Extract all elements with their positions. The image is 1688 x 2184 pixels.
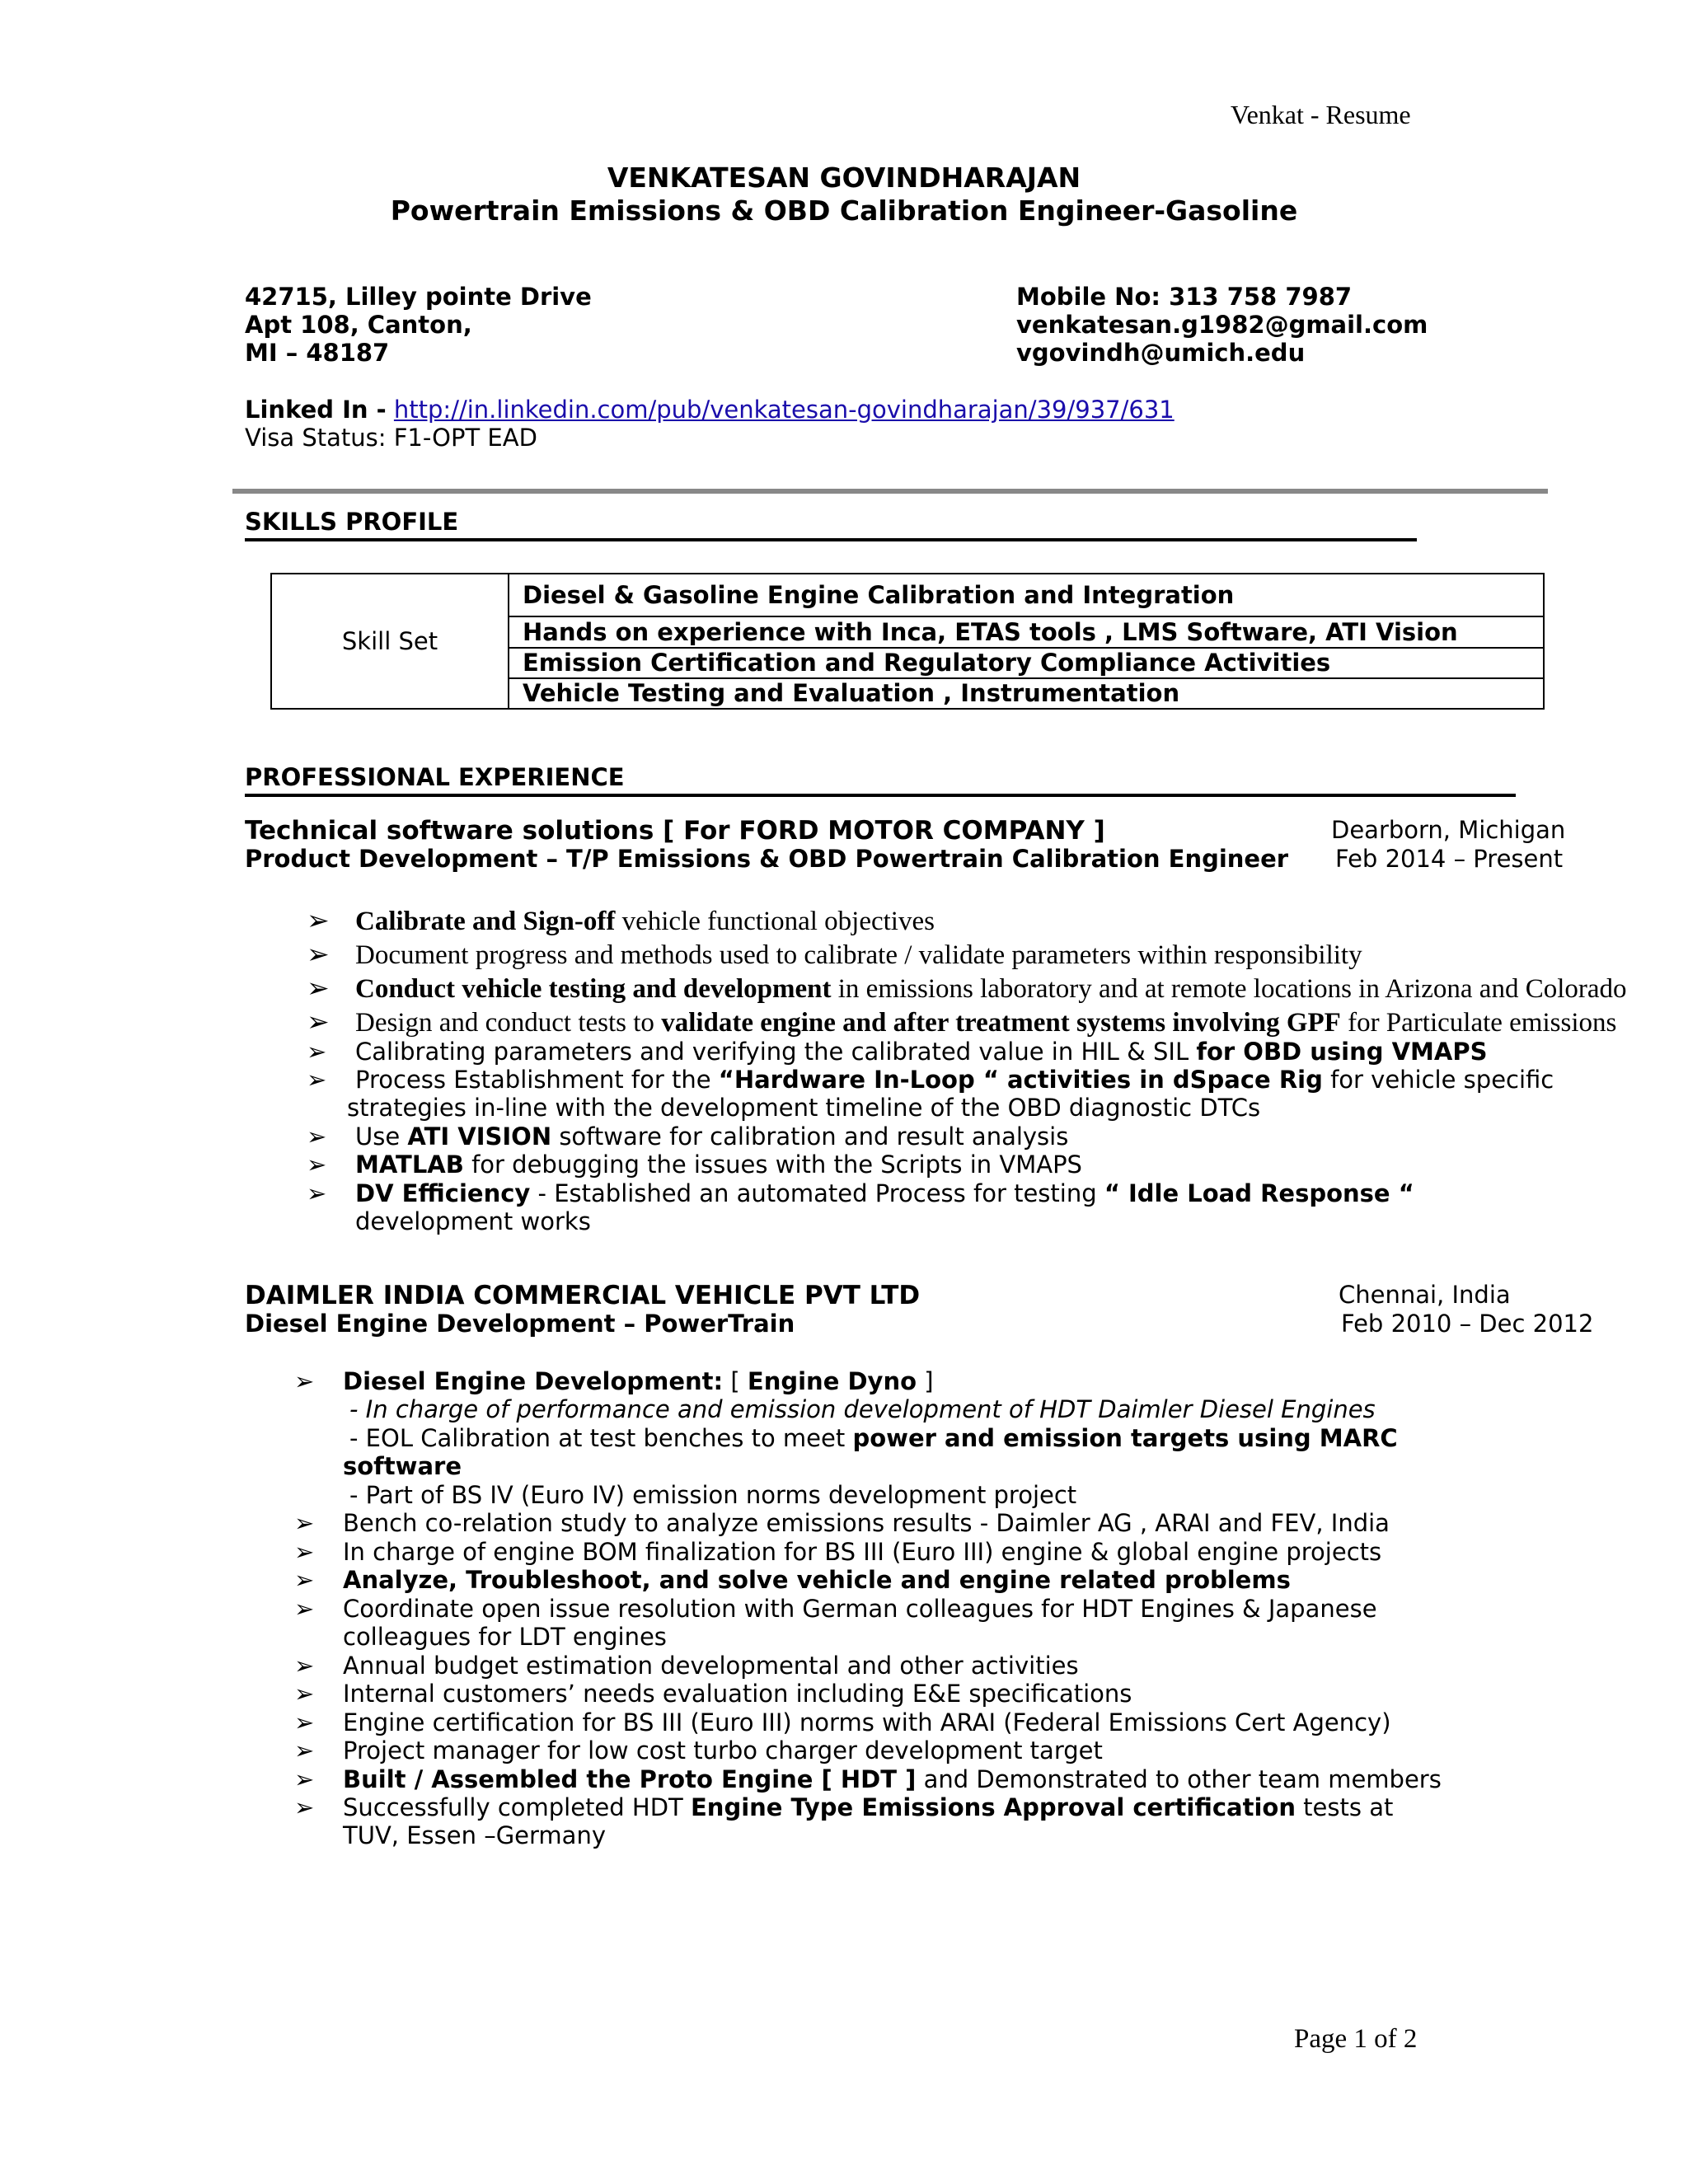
arrow-bullet-icon: ➢ (294, 1736, 315, 1765)
skills-rule (245, 538, 1417, 541)
arrow-bullet-icon: ➢ (294, 1509, 315, 1537)
arrow-bullet-icon: ➢ (307, 1151, 327, 1179)
arrow-bullet-icon: ➢ (294, 1652, 315, 1680)
header-note: Venkat - Resume (1231, 100, 1411, 129)
job1-dates: Feb 2014 – Present (1335, 845, 1564, 873)
arrow-bullet-icon: ➢ (307, 1008, 330, 1038)
skills-table (270, 573, 1545, 710)
header-divider (232, 489, 1548, 494)
arrow-bullet-icon: ➢ (294, 1793, 315, 1821)
job2-company: DAIMLER INDIA COMMERCIAL VEHICLE PVT LTD (245, 1281, 921, 1310)
skills-heading: SKILLS PROFILE (245, 508, 459, 536)
arrow-bullet-icon: ➢ (307, 974, 330, 1004)
page-number: Page 1 of 2 (1294, 2024, 1418, 2054)
arrow-bullet-icon: ➢ (294, 1538, 315, 1566)
mobile-number: Mobile No: 313 758 7987 (1016, 283, 1353, 311)
headline: Powertrain Emissions & OBD Calibration Engineer-Gasoline (390, 194, 1298, 227)
skill-item: Hands on experience with Inca, ETAS tools , LMS Software, ATI Vision (509, 616, 1544, 648)
job2-subpoint-1: - In charge of performance and emission development of HDT Daimler Diesel Engines (349, 1395, 1376, 1423)
arrow-bullet-icon: ➢ (294, 1595, 315, 1623)
arrow-bullet-icon: ➢ (294, 1566, 315, 1594)
skill-item: Diesel & Gasoline Engine Calibration and Integration (509, 574, 1544, 616)
experience-heading: PROFESSIONAL EXPERIENCE (245, 763, 625, 791)
job2-subpoint-2: - EOL Calibration at test benches to meet power and emission targets using MARC (349, 1424, 1398, 1452)
address-line-3: MI – 48187 (245, 339, 390, 367)
email-umich: vgovindh@umich.edu (1016, 339, 1306, 367)
job2-subpoint-3: - Part of BS IV (Euro IV) emission norms development project (349, 1481, 1077, 1509)
job2-dates: Feb 2010 – Dec 2012 (1341, 1310, 1594, 1338)
arrow-bullet-icon: ➢ (307, 907, 330, 936)
email-gmail: venkatesan.g1982@gmail.com (1016, 311, 1428, 339)
arrow-bullet-icon: ➢ (294, 1708, 315, 1736)
linkedin-row (245, 396, 1175, 424)
job1-role: Product Development – T/P Emissions & OBD Powertrain Calibration Engineer (245, 845, 1289, 873)
experience-rule (245, 794, 1516, 797)
visa-status: Visa Status: F1-OPT EAD (245, 424, 537, 452)
skill-item: Emission Certification and Regulatory Compliance Activities (509, 648, 1544, 678)
address-line-2: Apt 108, Canton, (245, 311, 472, 339)
arrow-bullet-icon: ➢ (307, 1122, 327, 1151)
arrow-bullet-icon: ➢ (294, 1765, 315, 1793)
job1-location: Dearborn, Michigan (1331, 816, 1566, 844)
job2-location: Chennai, India (1339, 1281, 1511, 1309)
arrow-bullet-icon: ➢ (294, 1680, 315, 1708)
address-line-1: 42715, Lilley pointe Drive (245, 283, 592, 311)
linkedin-label: Linked In - (245, 396, 387, 424)
arrow-bullet-icon: ➢ (307, 1066, 327, 1094)
job1-company: Technical software solutions [ For FORD MOTOR COMPANY ] (245, 816, 1105, 846)
skill-item: Vehicle Testing and Evaluation , Instrumentation (509, 678, 1544, 709)
linkedin-link[interactable]: http://in.linkedin.com/pub/venkatesan-govindharajan/39/937/631 (393, 396, 1175, 424)
job2-subpoint-2-cont: software (343, 1452, 462, 1480)
arrow-bullet-icon: ➢ (294, 1367, 315, 1395)
candidate-name: VENKATESAN GOVINDHARAJAN (607, 162, 1081, 194)
arrow-bullet-icon: ➢ (307, 940, 330, 970)
skill-set-label: Skill Set (271, 574, 509, 709)
arrow-bullet-icon: ➢ (307, 1179, 327, 1207)
arrow-bullet-icon: ➢ (307, 1038, 327, 1066)
job2-role: Diesel Engine Development – PowerTrain (245, 1310, 795, 1338)
